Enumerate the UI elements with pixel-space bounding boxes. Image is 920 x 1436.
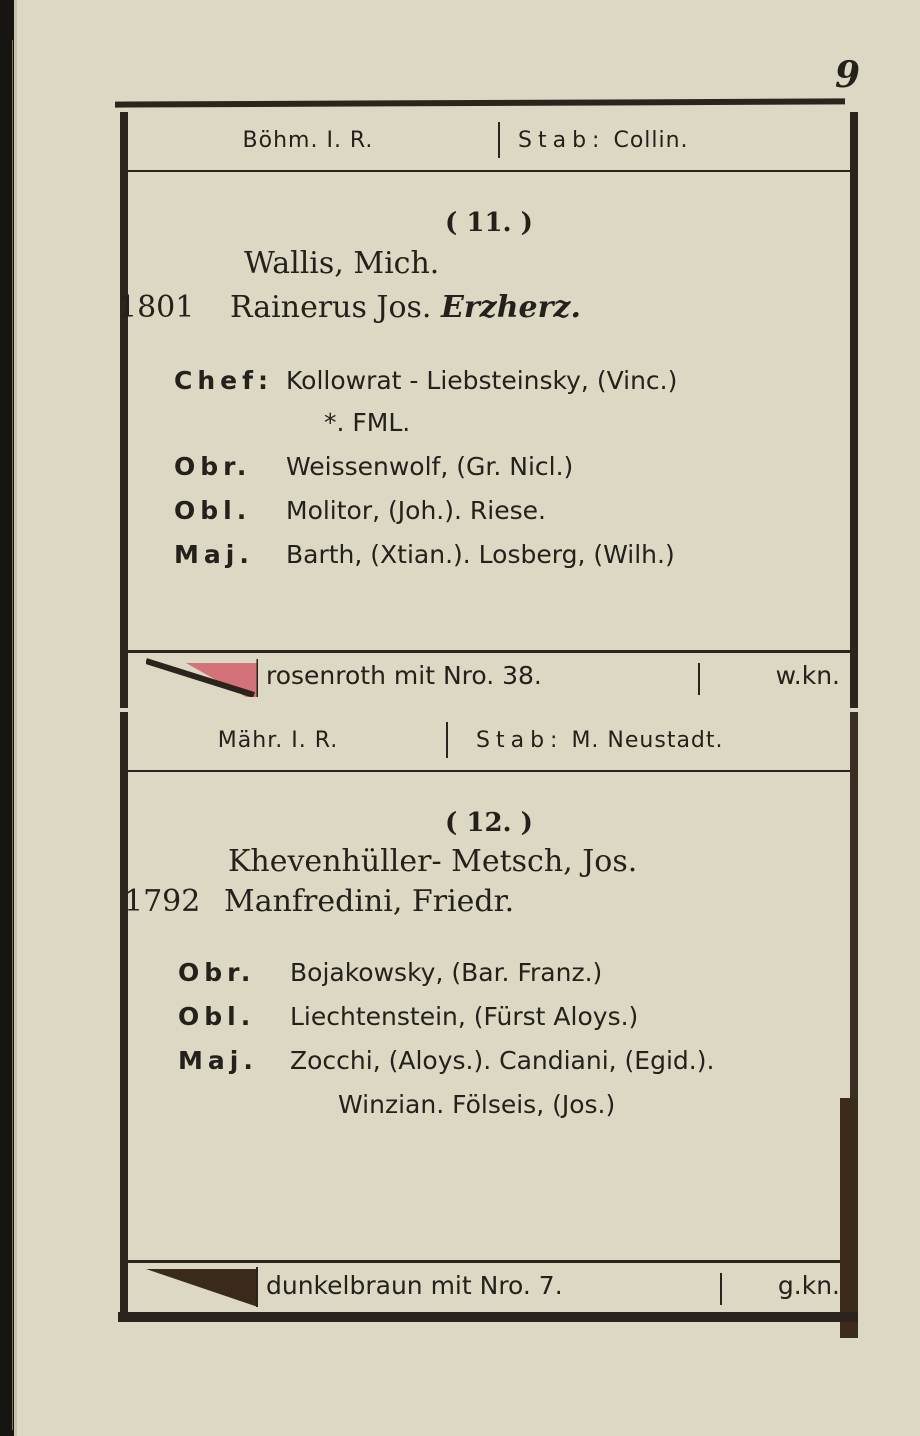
officer-rank: Obl. — [178, 1002, 256, 1031]
officer-row — [178, 958, 602, 987]
button-type: w.kn. — [775, 661, 840, 690]
regiment-name: Khevenhüller- Metsch, Jos. — [228, 844, 638, 879]
officer-name: Kollowrat - Liebsteinsky, (Vinc.) — [286, 366, 678, 395]
officer-row — [174, 540, 675, 569]
bottom-rule — [118, 1312, 858, 1322]
page-edge-shadow — [840, 1098, 858, 1338]
button-type: g.kn. — [777, 1271, 840, 1300]
staff-label: Stab: — [476, 728, 564, 753]
book-gutter — [0, 0, 14, 1436]
page-number: 9 — [835, 54, 861, 96]
officer-name: Winzian. Fölseis, (Jos.) — [338, 1090, 616, 1119]
regiment-owner — [224, 884, 514, 919]
officer-name: Bojakowsky, (Bar. Franz.) — [290, 958, 603, 987]
facing-color-text: dunkelbraun mit Nro. 7. — [266, 1271, 563, 1300]
officer-row — [338, 1090, 615, 1119]
uniform-footer — [128, 1260, 850, 1315]
officer-name: Weissenwolf, (Gr. Nicl.) — [286, 452, 574, 481]
staff-location: M. Neustadt. — [571, 728, 724, 753]
regiment-header — [128, 112, 850, 172]
officer-rank: Maj. — [178, 1046, 258, 1075]
officer-name: Liechtenstein, (Fürst Aloys.) — [290, 1002, 639, 1031]
regiment-year: 1792 — [124, 884, 201, 919]
officer-rank: Chef: — [174, 366, 273, 395]
officer-name: Zocchi, (Aloys.). Candiani, (Egid.). — [290, 1046, 715, 1075]
regiment-staff — [518, 128, 838, 153]
regiment-staff — [476, 728, 796, 753]
regiment-year: 1801 — [118, 290, 195, 325]
facing-color-swatch — [146, 657, 258, 697]
footer-separator — [698, 663, 700, 695]
owner-name: Manfredini, Friedr. — [224, 884, 515, 919]
facing-color-swatch — [146, 1267, 258, 1307]
owner-name: Rainerus Jos. — [230, 290, 432, 325]
regiment-name: Wallis, Mich. — [244, 246, 440, 281]
staff-location: Collin. — [613, 128, 689, 153]
officer-name: Barth, (Xtian.). Losberg, (Wilh.) — [286, 540, 675, 569]
uniform-footer — [128, 650, 850, 705]
officer-row — [174, 366, 677, 395]
footer-separator — [720, 1273, 722, 1305]
officer-rank: Maj. — [174, 540, 254, 569]
officer-name: *. FML. — [324, 408, 411, 437]
regiment-designation: Mähr. I. R. — [217, 728, 339, 753]
regiment-owner — [230, 290, 581, 325]
regiment-entry-12 — [120, 712, 858, 1312]
gutter-rule — [12, 40, 13, 1430]
header-separator — [498, 122, 500, 158]
officer-row — [178, 1046, 714, 1075]
swatch-fill — [146, 1269, 258, 1307]
facing-color-text: rosenroth mit Nro. 38. — [266, 661, 542, 690]
officer-row — [178, 1002, 638, 1031]
owner-title: Erzherz. — [441, 290, 581, 325]
regiment-designation: Böhm. I. R. — [242, 128, 374, 153]
staff-label: Stab: — [518, 128, 606, 153]
officer-name: Molitor, (Joh.). Riese. — [286, 496, 546, 525]
officer-rank: Obr. — [174, 452, 252, 481]
officer-row — [174, 452, 573, 481]
regiment-header — [128, 712, 850, 772]
officer-rank: Obr. — [178, 958, 256, 987]
header-separator — [446, 722, 448, 758]
regiment-number: ( 11. ) — [445, 208, 533, 238]
officer-row — [324, 408, 410, 437]
regiment-entry-11 — [120, 112, 858, 708]
regiment-number: ( 12. ) — [445, 808, 533, 838]
officer-row — [174, 496, 546, 525]
officer-rank: Obl. — [174, 496, 252, 525]
